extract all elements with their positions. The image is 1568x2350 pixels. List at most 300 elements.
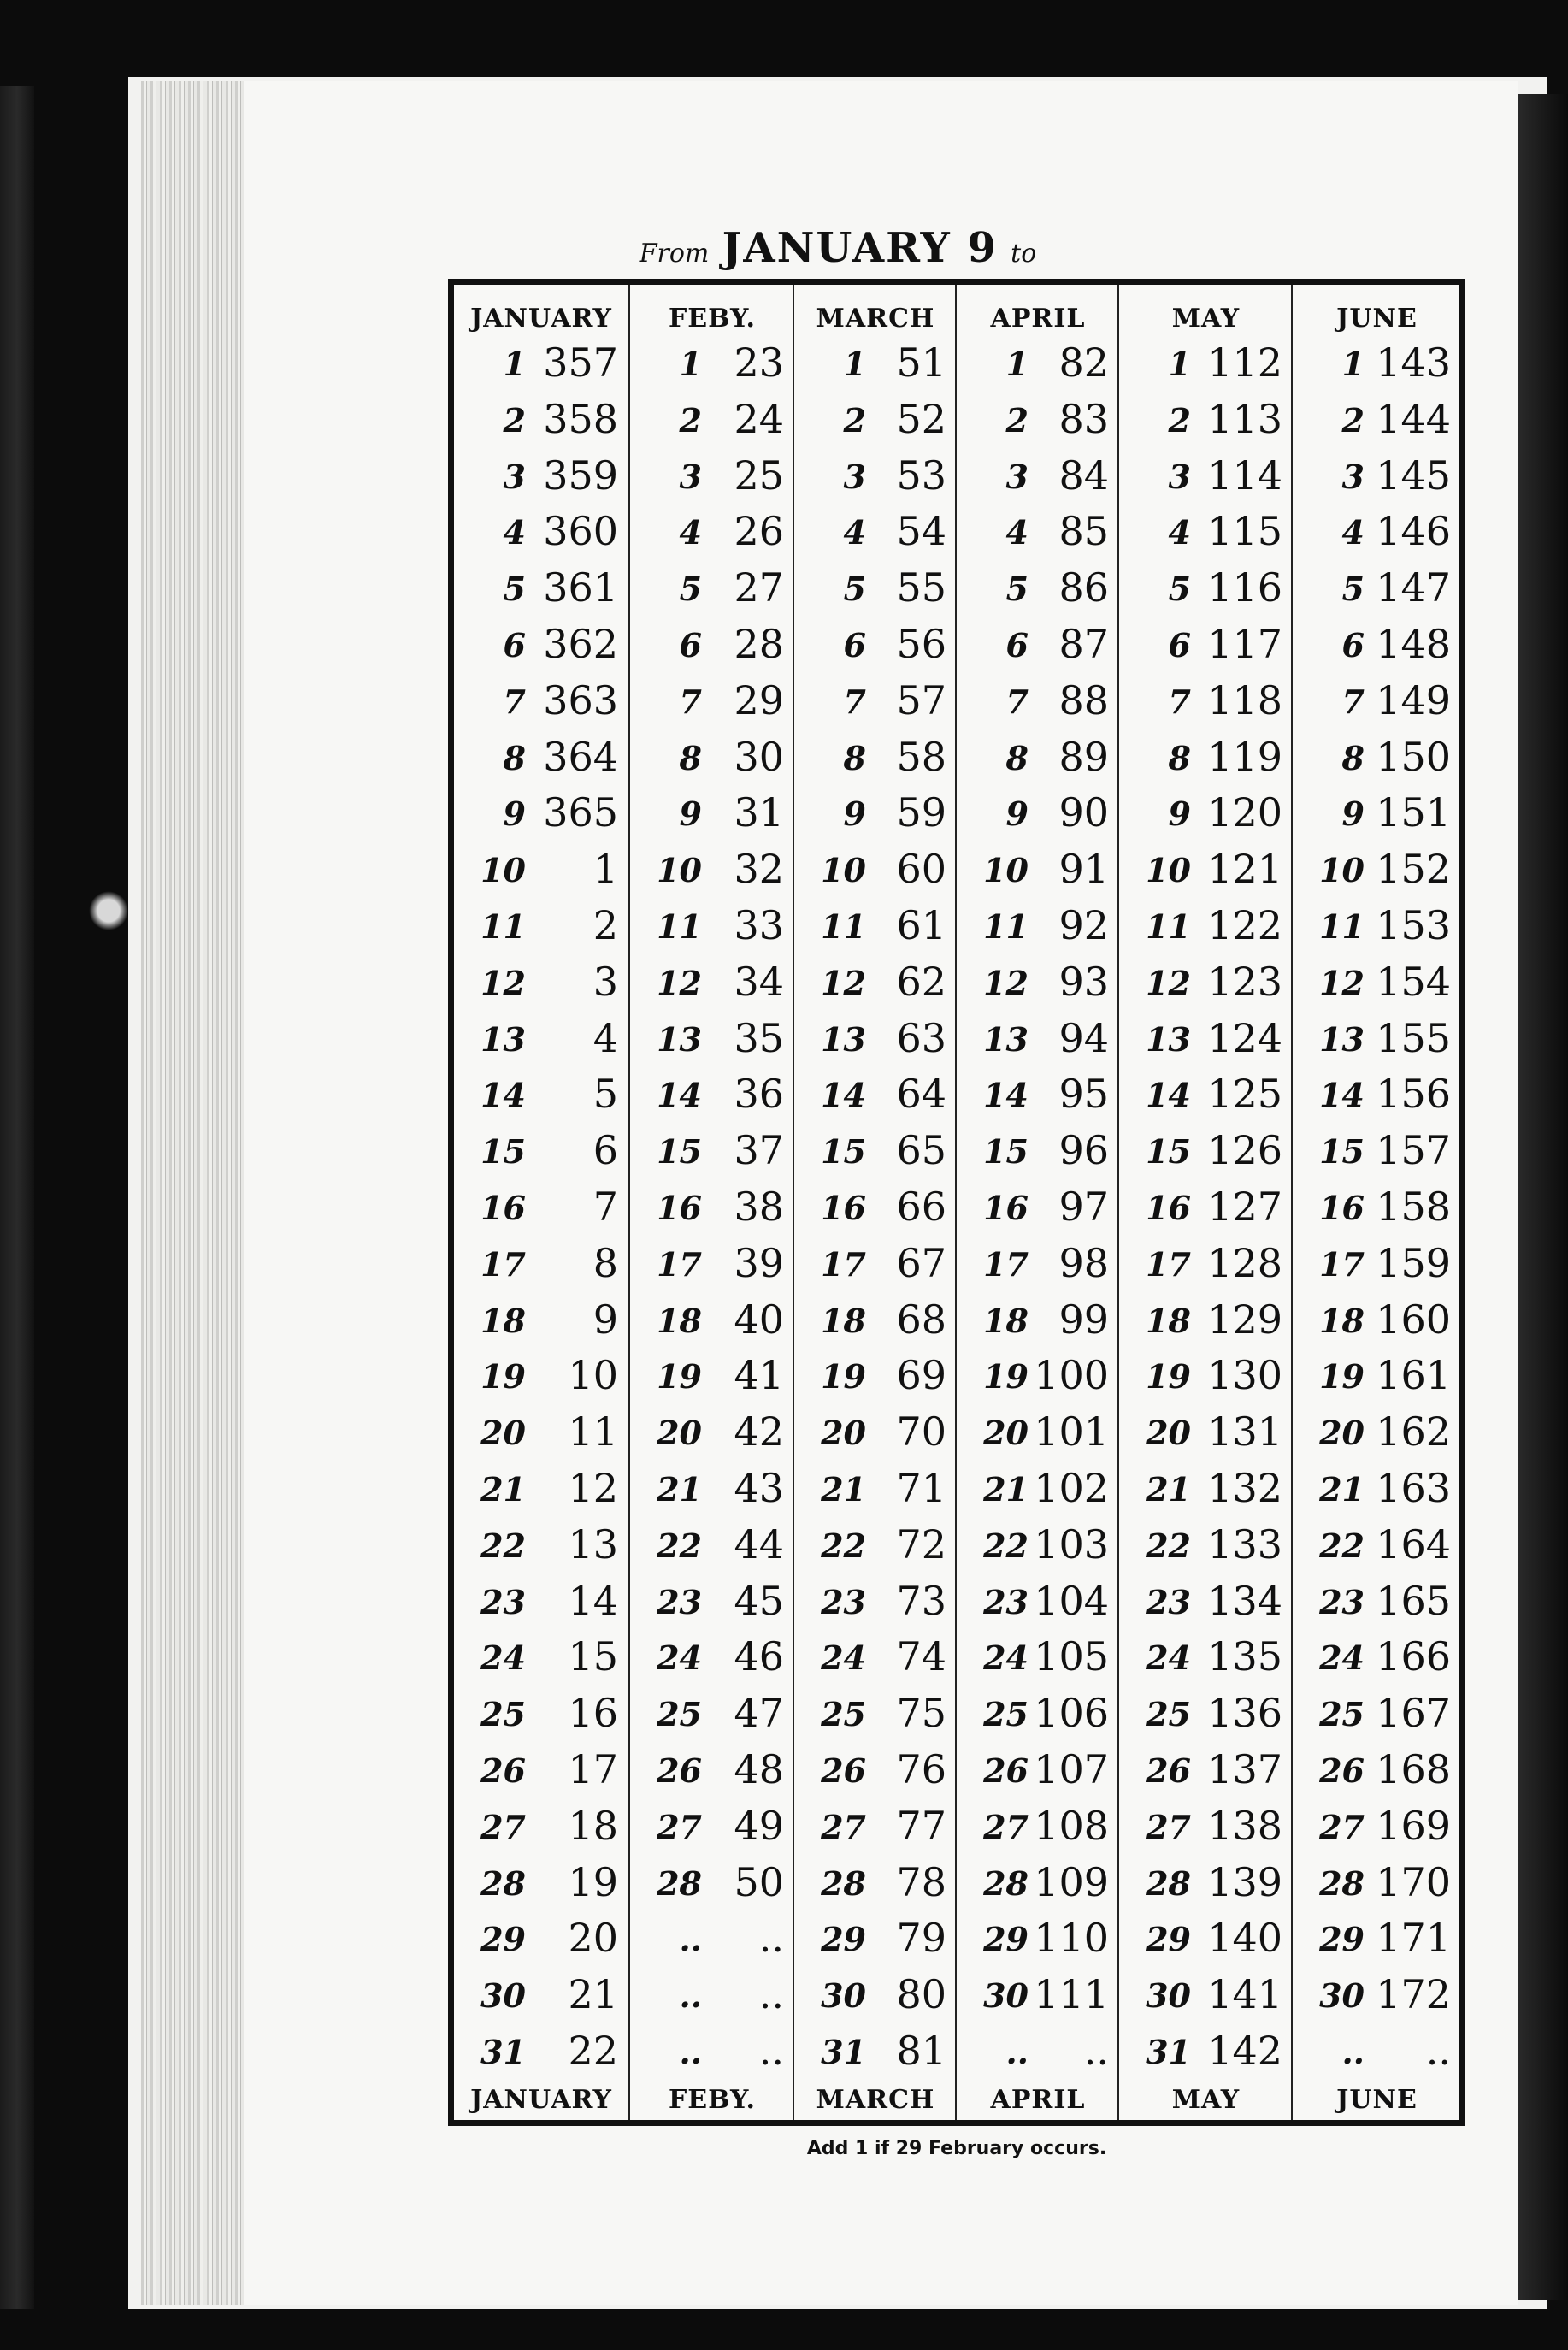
table-row [454,1015,628,1072]
day-of-year-number: 132 [1207,1465,1282,1511]
table-row [630,1859,794,1916]
day-of-month: 19 [983,1357,1029,1396]
day-of-year-number: 10 [568,1352,618,1399]
day-of-year-number: 164 [1376,1520,1451,1568]
table-row [957,452,1119,509]
table-row [454,2028,628,2084]
day-of-month: 1 [1341,345,1365,383]
month-header: JUNE [1336,304,1418,334]
day-of-month: 23 [821,1582,866,1621]
day-of-year-number: 168 [1376,1746,1451,1792]
day-of-year-number: 137 [1207,1746,1282,1792]
day-of-year-number: 80 [896,1971,946,2018]
day-of-month: 25 [657,1695,702,1734]
table-row [1293,1240,1461,1296]
day-of-year-number: 75 [896,1690,946,1737]
month-footer: APRIL [990,2085,1086,2115]
table-row [957,1240,1119,1296]
day-of-year-number: 115 [1207,508,1282,555]
day-of-year-number: 90 [1058,789,1109,836]
day-of-year-number: 4 [592,1014,618,1061]
day-of-month: 23 [657,1582,702,1621]
day-of-month: 11 [983,907,1029,946]
day-of-year-number: 131 [1207,1408,1282,1455]
day-of-year-number: 83 [1058,395,1109,442]
day-of-month: .. [1341,2033,1365,2071]
day-of-month: 5 [843,570,866,609]
day-of-month: 7 [1341,682,1365,721]
day-of-year-number: 110 [1034,1915,1109,1962]
day-of-year-number: 126 [1207,1127,1282,1174]
day-of-month: 7 [503,682,526,721]
table-row [1293,1296,1461,1353]
day-of-month: 27 [657,1807,702,1846]
table-row [794,2028,957,2084]
table-row [957,1184,1119,1240]
day-of-year-number: 86 [1058,564,1109,611]
table-row [1119,789,1293,846]
table-row [1119,1578,1293,1634]
day-of-year-number: 30 [734,733,784,780]
day-of-month: 15 [983,1132,1029,1172]
table-row [957,959,1119,1015]
day-of-month: 19 [821,1357,866,1396]
table-row [454,846,628,902]
day-of-year-number: 100 [1034,1352,1109,1399]
table-row [1293,396,1461,452]
day-of-year-number: .. [758,2028,784,2074]
day-of-year-number: 46 [734,1633,784,1680]
day-of-year-number: 24 [734,395,784,442]
day-of-month: 9 [503,794,526,834]
table-row [794,1296,957,1353]
day-of-month: 10 [1146,851,1191,890]
table-row [957,1915,1119,1971]
day-of-month: 7 [1168,682,1191,721]
table-row [630,846,794,902]
day-of-year-number: 93 [1058,958,1109,1005]
day-of-month: 29 [1319,1920,1365,1959]
table-row [1119,2028,1293,2084]
day-of-month: 15 [657,1132,702,1172]
day-of-month: 29 [983,1920,1029,1959]
day-of-year-number: 97 [1058,1184,1109,1230]
day-of-month: 18 [480,1301,526,1340]
day-of-month: 6 [503,626,526,664]
day-of-year-number: 146 [1376,508,1451,555]
day-of-month: 16 [1146,1189,1191,1227]
day-of-year-number: 82 [1058,340,1109,386]
day-of-year-number: 49 [734,1802,784,1849]
table-row [794,902,957,959]
month-column [793,285,957,2120]
day-of-year-number: 112 [1207,340,1282,386]
table-row [1119,1465,1293,1521]
day-of-month: 26 [1146,1751,1191,1790]
table-row [1293,959,1461,1015]
day-of-year-number: 169 [1376,1802,1451,1849]
day-of-year-number: 361 [543,564,618,611]
day-of-month: .. [679,2033,702,2071]
day-of-year-number: 121 [1207,846,1282,893]
day-of-year-number: 160 [1376,1296,1451,1343]
table-row [1119,1915,1293,1971]
day-of-month: 31 [1146,2033,1191,2071]
day-of-year-number: 154 [1376,958,1451,1005]
table-row [957,340,1119,396]
table-row [957,1352,1119,1408]
day-of-month: 4 [503,513,526,552]
table-row [454,1408,628,1465]
day-of-month: 3 [1341,457,1365,496]
day-of-year-number: 29 [734,676,784,723]
day-of-year-number: 32 [734,846,784,893]
day-of-month: 21 [480,1470,526,1509]
table-row [1293,1859,1461,1916]
table-row [957,2028,1119,2084]
header-prefix: From [639,239,710,269]
table-row [630,1015,794,1072]
day-of-month: 18 [983,1301,1029,1340]
table-row [630,452,794,509]
table-row [1293,1633,1461,1690]
table-row [1119,1971,1293,2028]
day-of-month: 9 [1005,794,1029,834]
day-of-month: 24 [480,1639,526,1678]
table-row [1293,1071,1461,1127]
day-of-month: 29 [1146,1920,1191,1959]
day-of-year-number: 151 [1376,789,1451,836]
day-of-year-number: 166 [1376,1633,1451,1680]
day-of-month: 9 [1341,794,1365,834]
table-row [630,1071,794,1127]
day-of-year-number: 111 [1034,1971,1109,2018]
day-of-year-number: 85 [1058,508,1109,555]
day-of-month: 27 [1146,1807,1191,1846]
table-row [1293,1352,1461,1408]
table-row [1119,1071,1293,1127]
day-of-year-number: .. [758,1971,784,2018]
day-of-year-number: 140 [1207,1915,1282,1962]
day-of-month: 3 [1168,457,1191,496]
day-of-month: 19 [480,1357,526,1396]
day-of-year-number: 15 [568,1633,618,1680]
book-cover-edge [1518,94,1568,2300]
day-of-month: 14 [821,1076,866,1115]
table-row [630,1240,794,1296]
table-row [454,508,628,564]
day-of-year-number: 130 [1207,1352,1282,1399]
day-of-year-number: 152 [1376,846,1451,893]
table-row [794,1803,957,1859]
table-row [454,1521,628,1578]
table-row [454,1296,628,1353]
day-of-year-number: 136 [1207,1690,1282,1737]
table-row [794,734,957,790]
day-of-month: 19 [657,1357,702,1396]
day-of-year-number: 99 [1058,1296,1109,1343]
day-of-month: 3 [503,457,526,496]
day-of-year-number: 113 [1207,395,1282,442]
table-row [454,1578,628,1634]
day-of-year-number: 12 [568,1465,618,1511]
day-of-year-number: 21 [568,1971,618,2018]
month-footer: MARCH [816,2085,935,2115]
day-of-month: 20 [1319,1414,1365,1453]
day-of-year-number: 1 [592,846,618,893]
day-of-month: 8 [679,738,702,777]
day-of-year-number: 69 [896,1352,946,1399]
day-of-year-number: 23 [734,340,784,386]
table-row [794,1971,957,2028]
day-of-year-number: 143 [1376,340,1451,386]
table-row [630,1633,794,1690]
table-row [1119,452,1293,509]
day-of-year-number: 102 [1034,1465,1109,1511]
day-of-year-number: 144 [1376,395,1451,442]
day-of-month: 10 [480,851,526,890]
day-of-year-number: 64 [896,1071,946,1118]
day-of-year-number: 5 [592,1071,618,1118]
day-of-month: 24 [657,1639,702,1678]
month-footer: JUNE [1336,2085,1418,2115]
day-of-year-number: 54 [896,508,946,555]
day-of-year-number: 71 [896,1465,946,1511]
day-of-month: 27 [1319,1807,1365,1846]
day-of-year-number: 48 [734,1746,784,1792]
table-row [1293,1015,1461,1072]
table-row [794,1184,957,1240]
day-of-month: 16 [821,1189,866,1227]
day-of-month: 21 [1146,1470,1191,1509]
day-of-month: 20 [983,1414,1029,1453]
table-row [1293,846,1461,902]
table-row [454,1465,628,1521]
table-row [454,789,628,846]
day-of-year-number: 360 [543,508,618,555]
table-row [1293,734,1461,790]
day-of-month: 24 [1146,1639,1191,1678]
day-of-month: 23 [480,1582,526,1621]
table-row [794,1690,957,1746]
day-of-month: 16 [983,1189,1029,1227]
day-of-year-number: 50 [734,1858,784,1905]
table-row [957,508,1119,564]
day-of-month: 22 [1146,1526,1191,1565]
day-of-month: 31 [480,2033,526,2071]
day-of-year-number: 142 [1207,2028,1282,2074]
day-of-month: 27 [480,1807,526,1846]
table-row [1293,902,1461,959]
day-of-year-number: 87 [1058,621,1109,667]
day-of-year-number: 76 [896,1746,946,1792]
day-of-month: 5 [1168,570,1191,609]
table-row [794,1015,957,1072]
day-of-year-number: 156 [1376,1071,1451,1118]
day-of-year-number: 139 [1207,1858,1282,1905]
day-of-year-number: 170 [1376,1858,1451,1905]
day-of-month: 28 [1146,1863,1191,1903]
day-of-year-number: 17 [568,1746,618,1792]
table-row [630,1408,794,1465]
day-of-year-number: .. [1425,2028,1451,2074]
table-row [454,1859,628,1916]
table-row [630,1296,794,1353]
day-of-year-number: 77 [896,1802,946,1849]
day-of-year-number: 114 [1207,452,1282,499]
day-of-month: 20 [1146,1414,1191,1453]
table-row [794,1465,957,1521]
day-of-year-number: 6 [592,1127,618,1174]
day-of-month: 22 [657,1526,702,1565]
day-of-year-number: 59 [896,789,946,836]
day-of-month: 4 [1341,513,1365,552]
table-row [1119,1127,1293,1184]
day-of-month: 22 [983,1526,1029,1565]
day-of-month: 17 [821,1244,866,1284]
day-of-year-number: 145 [1376,452,1451,499]
table-row [454,621,628,677]
day-of-month: 25 [821,1695,866,1734]
day-of-month: 28 [983,1863,1029,1903]
day-of-year-number: 138 [1207,1802,1282,1849]
day-of-month: 23 [1146,1582,1191,1621]
table-row [794,1071,957,1127]
day-of-month: 13 [1319,1019,1365,1059]
month-header: FEBY. [669,304,756,334]
table-row [957,1971,1119,2028]
day-of-year-number: 37 [734,1127,784,1174]
table-row [630,508,794,564]
day-of-month: 25 [480,1695,526,1734]
day-of-month: 21 [821,1470,866,1509]
table-row [794,1408,957,1465]
day-of-month: 15 [821,1132,866,1172]
day-of-month: 18 [821,1301,866,1340]
day-of-year-number: 57 [896,676,946,723]
table-row [630,1915,794,1971]
day-of-month: 4 [1005,513,1029,552]
day-of-year-number: 70 [896,1408,946,1455]
table-row [957,1465,1119,1521]
table-row [794,452,957,509]
table-row [630,1690,794,1746]
day-of-year-number: 127 [1207,1184,1282,1230]
day-of-year-number: 58 [896,733,946,780]
day-of-month: 6 [1005,626,1029,664]
day-of-month: 24 [821,1639,866,1678]
day-of-month: 11 [1146,907,1191,946]
table-row [794,1127,957,1184]
table-row [1119,1015,1293,1072]
table-row [1119,959,1293,1015]
day-of-year-number: 134 [1207,1577,1282,1624]
table-row [454,959,628,1015]
day-of-month: 10 [1319,851,1365,890]
table-row [957,846,1119,902]
day-of-month: 4 [1168,513,1191,552]
table-row [1119,1521,1293,1578]
day-of-year-number: 52 [896,395,946,442]
day-of-month: 14 [983,1076,1029,1115]
day-of-year-number: 153 [1376,902,1451,948]
day-of-month: 18 [1319,1301,1365,1340]
day-of-month: 22 [480,1526,526,1565]
table-row [630,1127,794,1184]
day-of-month: 12 [657,963,702,1002]
day-of-year-number: 365 [543,789,618,836]
day-of-year-number: 8 [592,1239,618,1286]
table-row [794,340,957,396]
day-of-month: 20 [480,1414,526,1453]
day-of-month: 29 [821,1920,866,1959]
day-of-year-number: 116 [1207,564,1282,611]
day-of-year-number: 94 [1058,1014,1109,1061]
table-row [1293,1127,1461,1184]
table-row [794,677,957,734]
day-of-year-number: 3 [592,958,618,1005]
day-of-year-number: 25 [734,452,784,499]
day-of-month: 17 [480,1244,526,1284]
table-row [630,677,794,734]
day-of-year-number: 159 [1376,1239,1451,1286]
day-of-year-number: 19 [568,1858,618,1905]
month-column [955,285,1119,2120]
day-of-month: 28 [480,1863,526,1903]
table-row [957,1015,1119,1072]
day-of-month: 22 [1319,1526,1365,1565]
day-of-month: 22 [821,1526,866,1565]
table-row [1293,1746,1461,1803]
day-of-year-number: 66 [896,1184,946,1230]
day-of-year-number: 123 [1207,958,1282,1005]
day-of-year-number: 362 [543,621,618,667]
table-row [454,1746,628,1803]
table-row [1293,621,1461,677]
day-of-year-number: 108 [1034,1802,1109,1849]
table-row [630,902,794,959]
day-of-year-number: 162 [1376,1408,1451,1455]
table-row [1119,1633,1293,1690]
day-of-year-number: 18 [568,1802,618,1849]
day-of-year-number: 51 [896,340,946,386]
day-of-month: 8 [1005,738,1029,777]
table-row [794,1915,957,1971]
table-row [1119,508,1293,564]
day-of-month: 28 [657,1863,702,1903]
day-of-year-number: 359 [543,452,618,499]
day-of-year-number: 92 [1058,902,1109,948]
day-of-month: 12 [983,963,1029,1002]
day-of-month: 14 [657,1076,702,1115]
day-of-month: 26 [657,1751,702,1790]
day-of-year-number: 72 [896,1520,946,1568]
day-of-year-number: 107 [1034,1746,1109,1792]
day-of-year-number: 31 [734,789,784,836]
day-of-year-number: 39 [734,1239,784,1286]
day-of-month: 5 [1005,570,1029,609]
day-of-year-number: 98 [1058,1239,1109,1286]
day-of-year-number: 81 [896,2028,946,2074]
day-of-month: 21 [1319,1470,1365,1509]
day-of-month: 17 [657,1244,702,1284]
day-of-year-number: 35 [734,1014,784,1061]
day-of-month: 27 [821,1807,866,1846]
day-of-month: 3 [843,457,866,496]
day-of-year-number: 63 [896,1014,946,1061]
day-of-year-number: 119 [1207,733,1282,780]
day-of-month: 10 [983,851,1029,890]
